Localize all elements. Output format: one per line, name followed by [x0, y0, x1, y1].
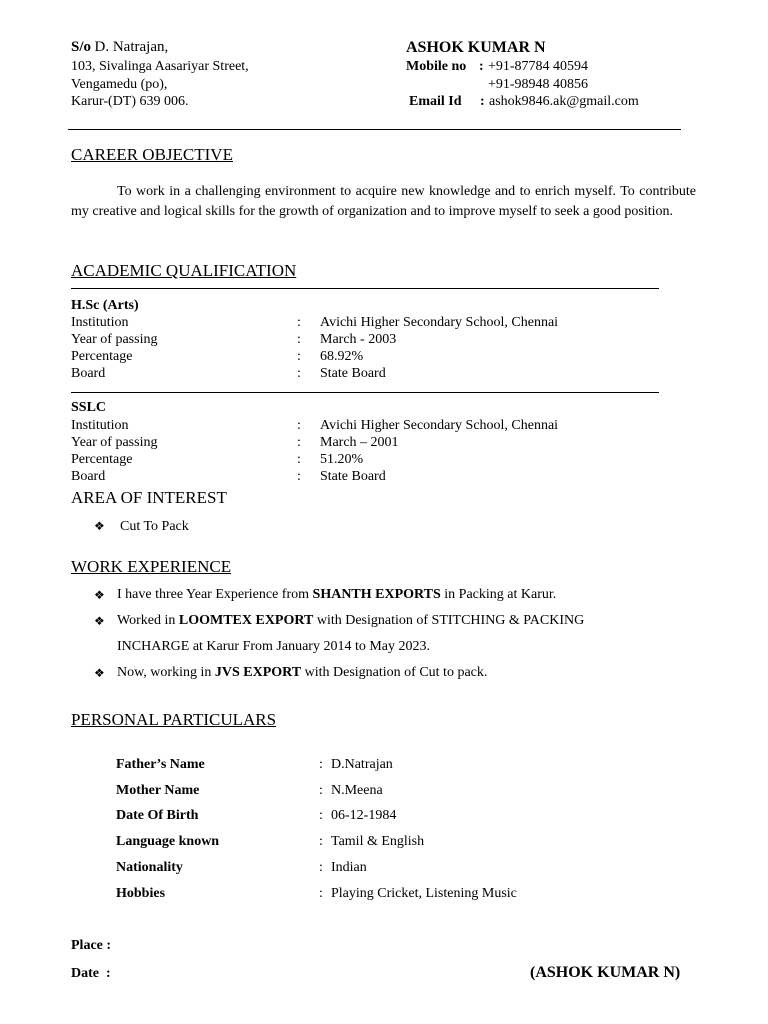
row-colon: :	[297, 469, 301, 484]
row-value: Avichi Higher Secondary School, Chennai	[320, 315, 559, 330]
row-label: Father’s Name	[116, 757, 205, 772]
father-line	[71, 39, 168, 56]
row-value: 68.92%	[320, 349, 364, 364]
candidate-name: ASHOK KUMAR N	[406, 39, 546, 56]
address-line-1: 103, Sivalinga Aasariyar Street,	[71, 59, 249, 74]
row-colon: :	[297, 366, 301, 381]
row-value: State Board	[320, 469, 386, 484]
signature-name: (ASHOK KUMAR N)	[530, 964, 681, 981]
row-colon: :	[319, 808, 323, 823]
row-value: State Board	[320, 366, 386, 381]
personal-row-mother	[116, 782, 636, 800]
row-colon: :	[297, 435, 301, 450]
row-colon: :	[319, 860, 323, 875]
sslc-institution-row	[71, 417, 671, 434]
father-name: D. Natrajan,	[94, 39, 169, 55]
experience-text: Now, working in	[117, 665, 215, 680]
row-value: Playing Cricket, Listening Music	[331, 886, 517, 901]
row-label: Hobbies	[116, 886, 166, 901]
bullet-icon: ❖	[94, 588, 105, 602]
row-value: March – 2001	[320, 435, 399, 450]
email-label: Email Id	[409, 94, 462, 109]
row-colon: :	[319, 783, 323, 798]
career-objective-text: To work in a challenging environment to acquire new knowledge and to enrich myself. To contribute my creative and logical skills for the growth of organization and to improve myself to seek a good position.	[71, 184, 696, 219]
row-label: Date Of Birth	[116, 808, 199, 823]
row-label: Mother Name	[116, 783, 200, 798]
row-label: Nationality	[116, 860, 183, 875]
mobile-number-2: +91-98948 40856	[488, 77, 589, 92]
row-value: 51.20%	[320, 452, 364, 467]
experience-text: with Designation of Cut to pack.	[301, 665, 488, 680]
place-label: Place :	[71, 938, 112, 953]
experience-text: with Designation of STITCHING & PACKING	[313, 613, 585, 628]
bullet-icon: ❖	[94, 519, 105, 533]
personal-row-dob	[116, 807, 636, 825]
experience-item-3	[117, 664, 487, 682]
row-value: 06-12-1984	[331, 808, 397, 823]
row-colon: :	[297, 349, 301, 364]
row-value: Tamil & English	[331, 834, 425, 849]
company-name: JVS EXPORT	[214, 665, 302, 680]
row-colon: :	[297, 315, 301, 330]
row-value: Avichi Higher Secondary School, Chennai	[320, 418, 559, 433]
area-of-interest-title: AREA OF INTEREST	[71, 488, 227, 507]
address-line-3: Karur-(DT) 639 006.	[71, 94, 189, 109]
experience-item-1	[117, 586, 556, 604]
row-value: D.Natrajan	[331, 757, 393, 772]
sslc-board-row	[71, 468, 671, 485]
hsc-board-row	[71, 365, 671, 382]
academic-divider-top	[71, 288, 659, 289]
sslc-percentage-row	[71, 451, 671, 468]
date-label: Date :	[71, 966, 111, 981]
row-colon: :	[319, 834, 323, 849]
experience-text: in Packing at Karur.	[440, 587, 557, 602]
personal-row-father	[116, 756, 636, 774]
hsc-institution-row	[71, 314, 671, 331]
personal-row-nationality	[116, 859, 636, 877]
row-value: N.Meena	[331, 783, 383, 798]
so-prefix: S/o	[71, 39, 92, 55]
row-label: Institution	[71, 315, 129, 330]
experience-item-2	[117, 612, 584, 630]
mobile-number-1: +91-87784 40594	[488, 59, 589, 74]
personal-row-hobbies	[116, 885, 636, 903]
bullet-icon: ❖	[94, 666, 105, 680]
row-label: Year of passing	[71, 332, 158, 347]
experience-text: I have three Year Experience from	[117, 587, 313, 602]
row-label: Board	[71, 366, 106, 381]
row-label: Language known	[116, 834, 220, 849]
sslc-heading: SSLC	[71, 400, 107, 415]
company-name: LOOMTEX EXPORT	[178, 613, 314, 628]
hsc-year-row	[71, 331, 671, 348]
email-colon: :	[480, 94, 485, 109]
interest-item: Cut To Pack	[120, 519, 189, 534]
row-value: Indian	[331, 860, 367, 875]
experience-text: Worked in	[117, 613, 179, 628]
row-colon: :	[297, 418, 301, 433]
bullet-icon: ❖	[94, 614, 105, 628]
company-name: SHANTH EXPORTS	[312, 587, 441, 602]
academic-divider-middle	[71, 392, 659, 393]
row-label: Percentage	[71, 452, 133, 467]
hsc-heading: H.Sc (Arts)	[71, 298, 139, 313]
personal-particulars-title: PERSONAL PARTICULARS	[71, 710, 277, 729]
row-label: Year of passing	[71, 435, 158, 450]
personal-row-language	[116, 833, 636, 851]
row-label: Percentage	[71, 349, 133, 364]
row-colon: :	[297, 452, 301, 467]
row-colon: :	[319, 886, 323, 901]
address-line-2: Vengamedu (po),	[71, 77, 168, 92]
experience-item-2-continued: INCHARGE at Karur From January 2014 to May 2023.	[117, 639, 431, 654]
email-address[interactable]: ashok9846.ak@gmail.com	[489, 94, 639, 109]
hsc-percentage-row	[71, 348, 671, 365]
career-objective-title: CAREER OBJECTIVE	[71, 145, 233, 164]
row-colon: :	[319, 757, 323, 772]
work-experience-title: WORK EXPERIENCE	[71, 557, 232, 576]
row-colon: :	[297, 332, 301, 347]
academic-qualification-title: ACADEMIC QUALIFICATION	[71, 261, 297, 280]
sslc-year-row	[71, 434, 671, 451]
header-divider	[68, 129, 681, 130]
row-label: Board	[71, 469, 106, 484]
mobile-label: Mobile no	[406, 59, 467, 74]
mobile-colon: :	[479, 59, 484, 74]
row-value: March - 2003	[320, 332, 397, 347]
row-label: Institution	[71, 418, 129, 433]
